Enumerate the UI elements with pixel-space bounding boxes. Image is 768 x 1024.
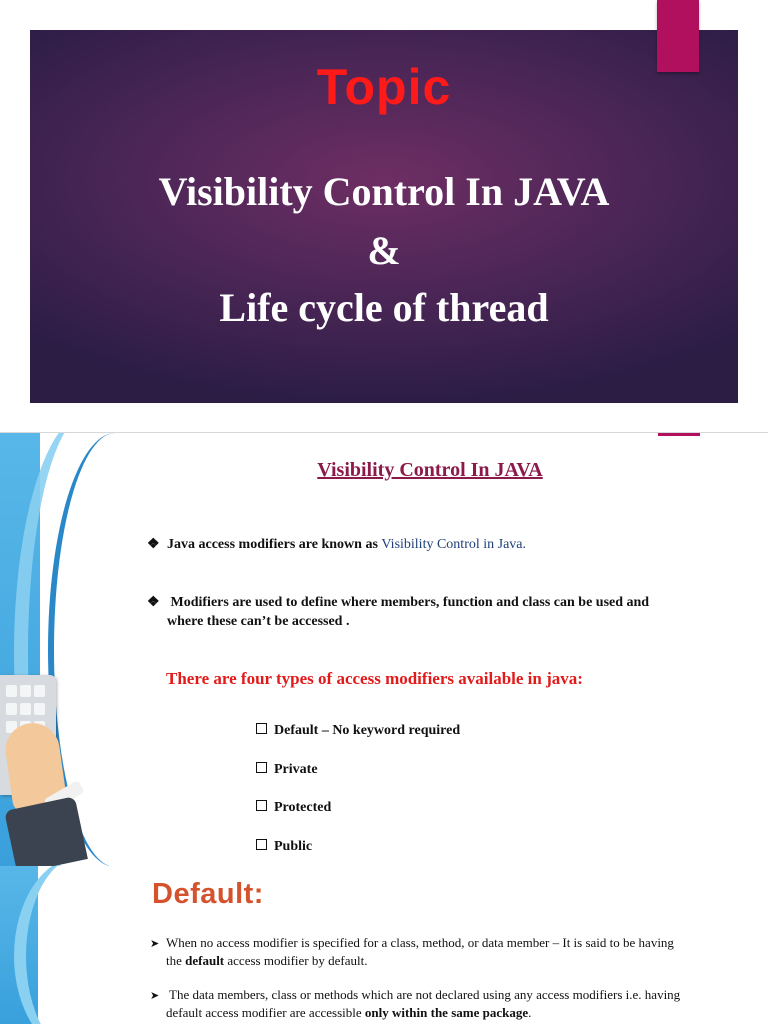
- bullet-text: The data members, class or methods which are not declared using any access modifiers i.e. having: [166, 987, 681, 1002]
- diamond-bullet-icon: ❖: [147, 537, 160, 552]
- checkbox-bullet-icon: [256, 723, 267, 734]
- title-line-2: &: [367, 228, 401, 273]
- diamond-bullet-icon: ❖: [147, 595, 160, 610]
- list-item-label: Protected: [274, 800, 332, 815]
- default-modifier-slide: [0, 866, 768, 1024]
- bullet-text-pre: default access modifier are accessible: [166, 1005, 365, 1020]
- bullet-text: Java access modifiers are known as: [167, 537, 382, 552]
- bullet-text-bold: default: [185, 953, 225, 968]
- list-item: [256, 723, 460, 739]
- arrow-bullet-icon: ➤: [150, 937, 160, 950]
- slide-heading: Visibility Control In JAVA: [317, 459, 543, 481]
- title-line-1: Visibility Control In JAVA: [158, 169, 610, 214]
- bullet-text: When no access modifier is specified for a class, method, or data member – It is said to be having: [166, 935, 674, 950]
- checkbox-bullet-icon: [256, 762, 267, 773]
- list-item-label: Default – No keyword required: [274, 723, 461, 738]
- bullet-item: [150, 934, 750, 969]
- topic-label: Topic: [316, 59, 452, 115]
- bullet-text-post: access modifier by default.: [224, 953, 368, 968]
- checkbox-bullet-icon: [256, 839, 267, 850]
- list-item: [256, 800, 331, 816]
- bullet-item: [150, 986, 750, 1021]
- arrow-bullet-icon: ➤: [150, 989, 160, 1002]
- bullet-text-cont: [150, 952, 750, 969]
- bullet-highlight: Visibility Control in Java.: [381, 537, 527, 552]
- bullet-text: Modifiers are used to define where members, function and class can be used and: [167, 595, 650, 610]
- title-line-3: Life cycle of thread: [219, 285, 549, 330]
- types-heading: There are four types of access modifiers available in java:: [166, 669, 583, 688]
- bullet-text-cont: where these can’t be accessed .: [167, 614, 350, 629]
- list-item-label: Private: [274, 762, 318, 777]
- list-item: [256, 762, 318, 778]
- swoosh-decoration: [14, 866, 126, 1024]
- checkbox-bullet-icon: [256, 800, 267, 811]
- visibility-control-slide: [0, 432, 768, 867]
- bullet-item: [147, 593, 727, 631]
- bullet-text-pre: the: [166, 953, 186, 968]
- bullet-text-bold: only within the same package: [364, 1005, 529, 1020]
- accent-strip: [658, 433, 700, 436]
- list-item: [256, 839, 312, 855]
- bullet-text-post: .: [528, 1005, 532, 1020]
- bullet-item: [147, 535, 727, 554]
- slide-heading: Default:: [152, 878, 264, 910]
- title-slide: [0, 0, 768, 432]
- list-item-label: Public: [274, 839, 313, 854]
- bullet-text-cont: [150, 1004, 750, 1021]
